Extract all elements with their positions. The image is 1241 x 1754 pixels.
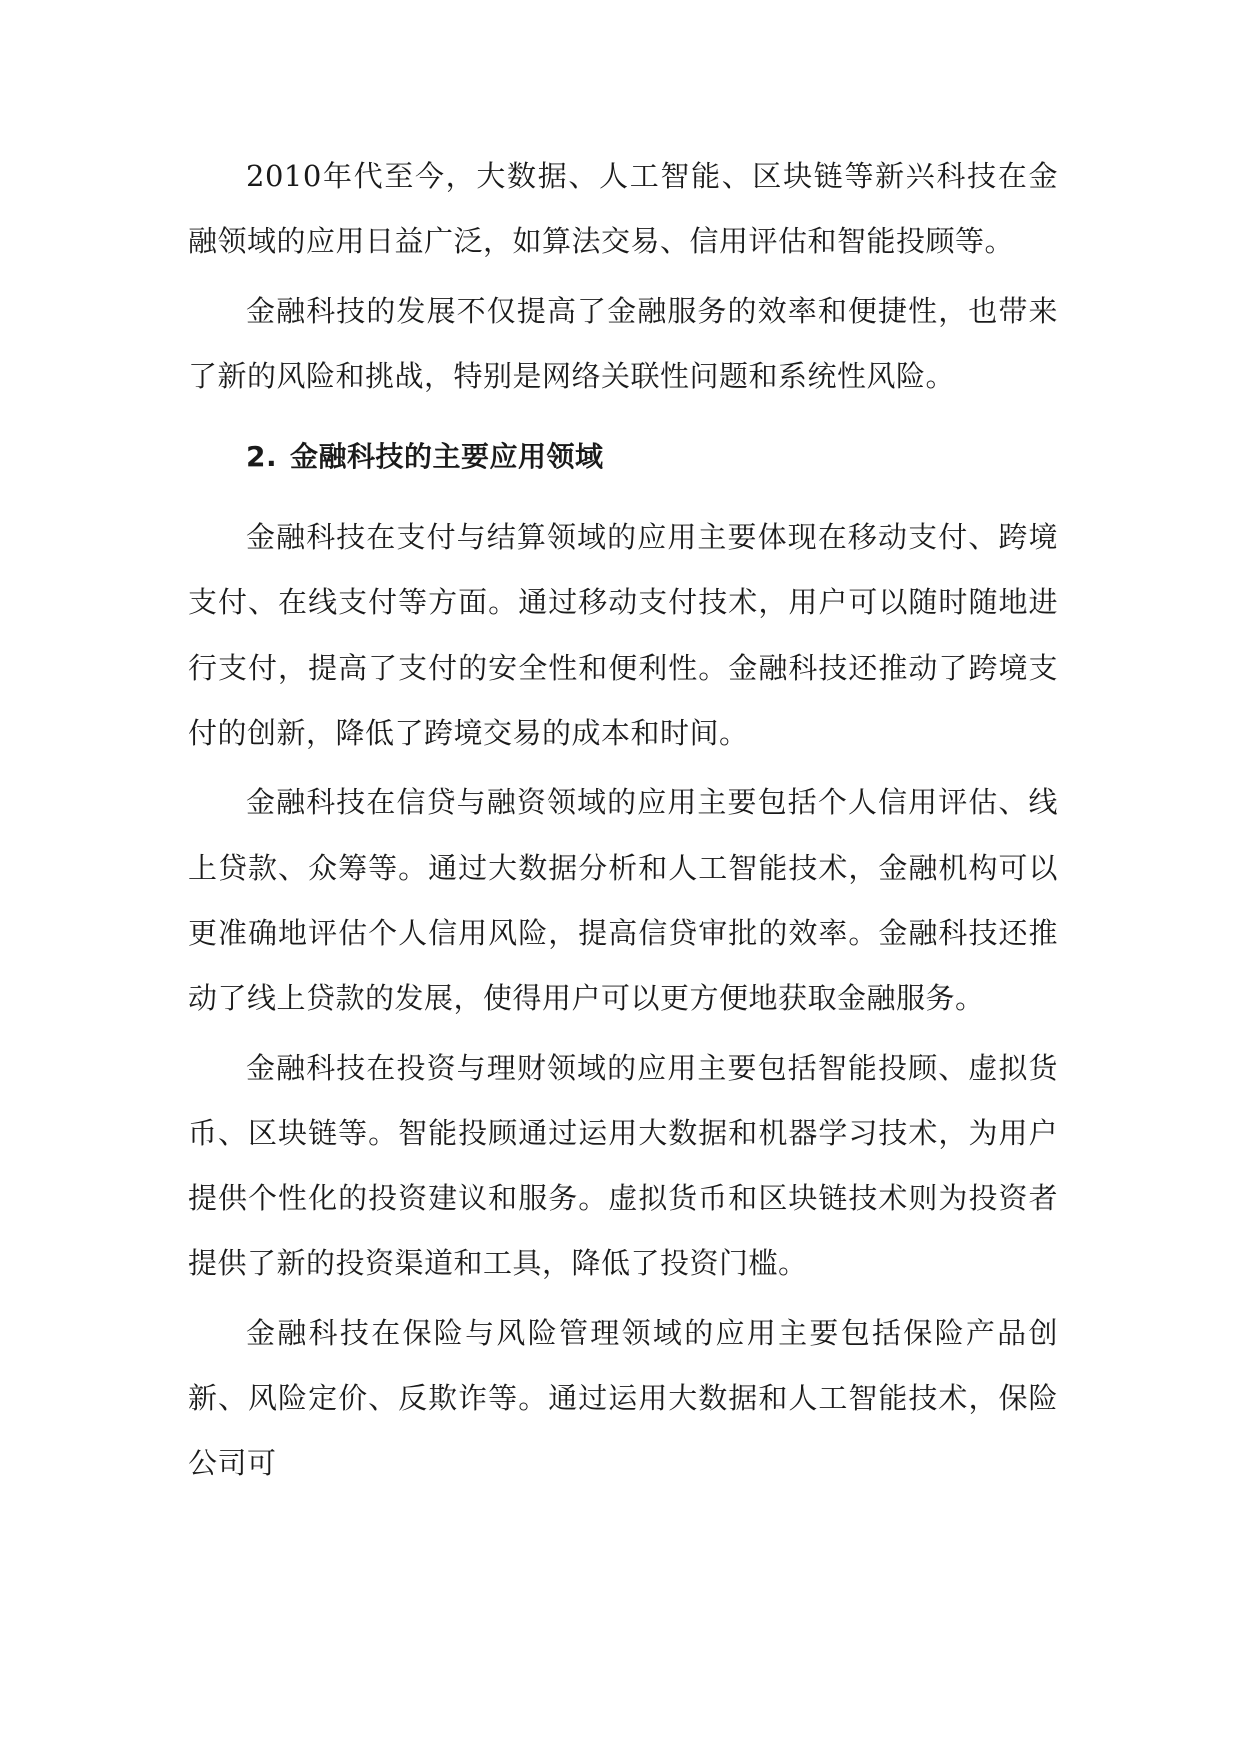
body-paragraph: 金融科技的发展不仅提高了金融服务的效率和便捷性，也带来了新的风险和挑战，特别是网络关联性问题和系统性风险。 — [188, 293, 1058, 393]
document-body — [188, 144, 1058, 1501]
body-paragraph: 金融科技在支付与结算领域的应用主要体现在移动支付、跨境支付、在线支付等方面。通过移动支付技术，用户可以随时随地进行支付，提高了支付的安全性和便利性。金融科技还推动了跨境支付的创新，降低了跨境交易的成本和时间。 — [188, 520, 1058, 751]
body-paragraph: 2010年代至今，大数据、人工智能、区块链等新兴科技在金融领域的应用日益广泛，如算法交易、信用评估和智能投顾等。 — [188, 159, 1058, 259]
body-paragraph: 金融科技在投资与理财领域的应用主要包括智能投顾、虚拟货币、区块链等。智能投顾通过运用大数据和机器学习技术，为用户提供个性化的投资建议和服务。虚拟货币和区块链技术则为投资者提供了新的投资渠道和工具，降低了投资门槛。 — [188, 1050, 1058, 1281]
body-paragraph: 金融科技在保险与风险管理领域的应用主要包括保险产品创新、风险定价、反欺诈等。通过运用大数据和人工智能技术，保险公司可 — [188, 1315, 1058, 1481]
section-number: 2. — [246, 440, 278, 474]
section-title: 金融科技的主要应用领域 — [290, 440, 604, 474]
body-paragraph: 金融科技在信贷与融资领域的应用主要包括个人信用评估、线上贷款、众筹等。通过大数据分析和人工智能技术，金融机构可以更准确地评估个人信用风险，提高信贷审批的效率。金融科技还推动了线上贷款的发展，使得用户可以更方便地获取金融服务。 — [188, 785, 1058, 1016]
section-heading — [188, 429, 1058, 485]
